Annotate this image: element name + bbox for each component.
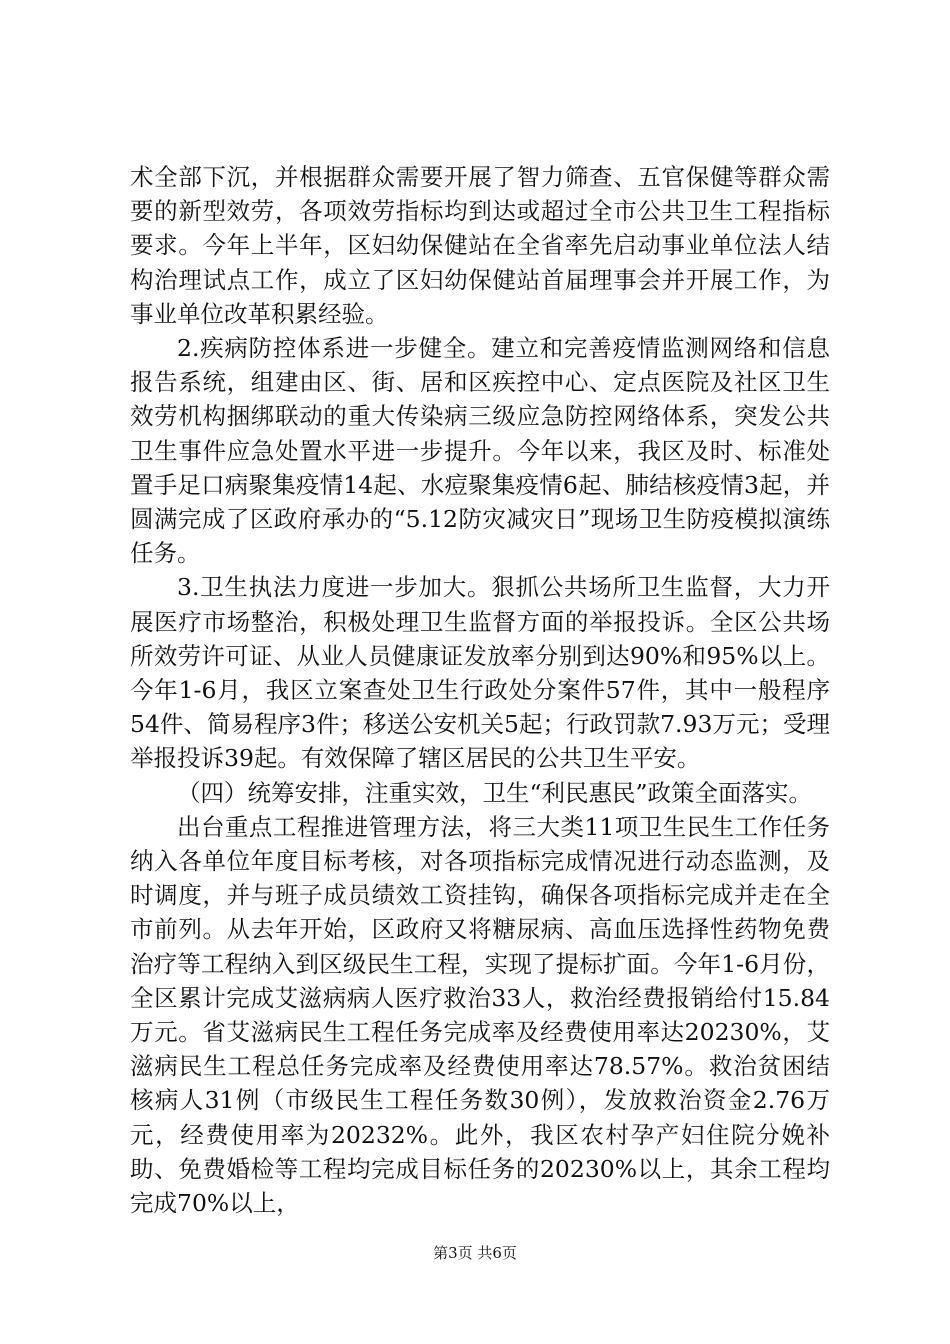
paragraph-disease-control: 2.疾病防控体系进一步健全。建立和完善疫情监测网络和信息报告系统，组建由区、街、居和区疾控中心、定点医院及社区卫生效劳机构捆绑联动的重大传染病三级应急防控网络体系，突发公共卫生事件应急处置水平进一步提升。今年以来，我区及时、标准处置手足口病聚集疫情14起、水痘聚集疫情6起、肺结核疫情3起，并圆满完成了区政府承办的“5.12防灾减灾日”现场卫生防疫模拟演练任务。 — [130, 334, 830, 568]
paragraph-key-projects: 出台重点工程推进管理方法，将三大类11项卫生民生工作任务纳入各单位年度目标考核，对各项指标完成情况进行动态监测，及时调度，并与班子成员绩效工资挂钩，确保各项指标完成并走在全市前列。从去年开始，区政府又将糖尿病、高血压选择性药物免费治疗等工程纳入到区级民生工程，实现了提标扩面。今年1-6月份，全区累计完成艾滋病病人医疗救治33人，救治经费报销给付15.84万元。省艾滋病民生工程任务完成率及经费使用率达20230%，艾滋病民生工程总任务完成率及经费使用率达78.57%。救治贫困结核病人31例（市级民生工程任务数30例），发放救治资金2.76万元，经费使用率为20232%。此外，我区农村孕产妇住院分娩补助、免费婚检等工程均完成目标任务的20230%以上，其余工程均完成70%以上， — [130, 812, 830, 1218]
document-body — [130, 160, 830, 1220]
page-number-footer: 第3页 共6页 — [433, 1244, 517, 1262]
paragraph-continuation: 术全部下沉，并根据群众需要开展了智力筛查、五官保健等群众需要的新型效劳，各项效劳指标均到达或超过全市公共卫生工程指标要求。今年上半年，区妇幼保健站在全省率先启动事业单位法人结构治理试点工作，成立了区妇幼保健站首届理事会并开展工作，为事业单位改革积累经验。 — [130, 163, 830, 328]
paragraph-health-enforcement: 3.卫生执法力度进一步加大。狠抓公共场所卫生监督，大力开展医疗市场整治，积极处理卫生监督方面的举报投诉。全区公共场所效劳许可证、从业人员健康证发放率分别到达90%和95%以上。今年1-6月，我区立案查处卫生行政处分案件57件，其中一般程序54件、简易程序3件；移送公安机关5起；行政罚款7.93万元；受理举报投诉39起。有效保障了辖区居民的公共卫生平安。 — [130, 573, 830, 773]
section-heading-four: （四）统筹安排，注重实效，卫生“利民惠民”政策全面落实。 — [177, 778, 813, 807]
